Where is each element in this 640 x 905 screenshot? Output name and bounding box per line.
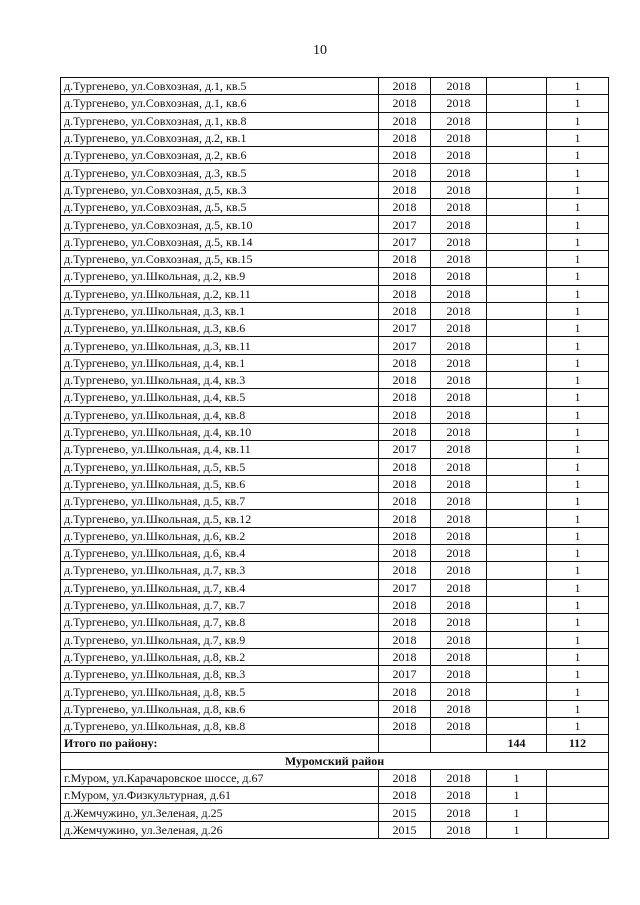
year-cell: 2018 bbox=[379, 562, 431, 579]
total-empty-cell bbox=[431, 735, 487, 752]
year-cell: 2018 bbox=[379, 631, 431, 648]
count-cell bbox=[487, 562, 547, 579]
count-cell bbox=[487, 320, 547, 337]
count-cell bbox=[487, 337, 547, 354]
year-cell: 2018 bbox=[379, 458, 431, 475]
count-cell: 1 bbox=[547, 181, 609, 198]
count-cell bbox=[487, 441, 547, 458]
table-summary bbox=[61, 735, 609, 770]
year-cell: 2018 bbox=[431, 717, 487, 734]
year-cell: 2018 bbox=[431, 475, 487, 492]
year-cell: 2018 bbox=[379, 302, 431, 319]
table-row bbox=[61, 302, 609, 319]
count-cell: 1 bbox=[547, 545, 609, 562]
year-cell: 2018 bbox=[431, 631, 487, 648]
address-cell: д.Тургенево, ул.Совхозная, д.5, кв.5 bbox=[61, 199, 379, 216]
address-cell: д.Жемчужино, ул.Зеленая, д.26 bbox=[61, 821, 379, 838]
year-cell: 2018 bbox=[431, 596, 487, 613]
address-cell: д.Тургенево, ул.Совхозная, д.3, кв.5 bbox=[61, 164, 379, 181]
year-cell: 2018 bbox=[379, 545, 431, 562]
year-cell: 2018 bbox=[379, 164, 431, 181]
count-cell: 1 bbox=[547, 596, 609, 613]
count-cell: 1 bbox=[547, 164, 609, 181]
address-cell: д.Тургенево, ул.Школьная, д.8, кв.3 bbox=[61, 666, 379, 683]
year-cell: 2018 bbox=[431, 78, 487, 95]
address-cell: д.Тургенево, ул.Школьная, д.5, кв.5 bbox=[61, 458, 379, 475]
table-row bbox=[61, 372, 609, 389]
address-cell: д.Тургенево, ул.Школьная, д.4, кв.5 bbox=[61, 389, 379, 406]
address-cell: д.Тургенево, ул.Школьная, д.5, кв.12 bbox=[61, 510, 379, 527]
address-cell: д.Тургенево, ул.Школьная, д.5, кв.6 bbox=[61, 475, 379, 492]
count-cell: 1 bbox=[547, 302, 609, 319]
address-cell: д.Тургенево, ул.Школьная, д.4, кв.3 bbox=[61, 372, 379, 389]
year-cell: 2018 bbox=[379, 112, 431, 129]
table-row bbox=[61, 527, 609, 544]
table-row bbox=[61, 320, 609, 337]
count-cell bbox=[487, 164, 547, 181]
count-cell bbox=[487, 700, 547, 717]
table-row bbox=[61, 579, 609, 596]
count-cell bbox=[487, 648, 547, 665]
count-cell: 1 bbox=[547, 129, 609, 146]
count-cell bbox=[487, 372, 547, 389]
year-cell: 2018 bbox=[431, 614, 487, 631]
count-cell: 1 bbox=[547, 527, 609, 544]
count-cell bbox=[487, 545, 547, 562]
address-cell: д.Тургенево, ул.Школьная, д.5, кв.7 bbox=[61, 493, 379, 510]
year-cell: 2018 bbox=[431, 95, 487, 112]
count-cell bbox=[487, 683, 547, 700]
count-cell: 1 bbox=[547, 423, 609, 440]
count-cell bbox=[487, 596, 547, 613]
address-cell: д.Тургенево, ул.Совхозная, д.2, кв.6 bbox=[61, 147, 379, 164]
count-cell: 1 bbox=[547, 320, 609, 337]
address-cell: д.Тургенево, ул.Совхозная, д.5, кв.14 bbox=[61, 233, 379, 250]
year-cell: 2017 bbox=[379, 233, 431, 250]
year-cell: 2018 bbox=[379, 268, 431, 285]
count-cell bbox=[487, 614, 547, 631]
year-cell: 2017 bbox=[379, 441, 431, 458]
table-row bbox=[61, 233, 609, 250]
count-cell: 1 bbox=[487, 804, 547, 821]
year-cell: 2018 bbox=[431, 406, 487, 423]
year-cell: 2018 bbox=[431, 579, 487, 596]
count-cell bbox=[487, 423, 547, 440]
count-cell bbox=[487, 631, 547, 648]
count-cell bbox=[487, 285, 547, 302]
table-row bbox=[61, 614, 609, 631]
year-cell: 2015 bbox=[379, 821, 431, 838]
count-cell: 1 bbox=[547, 666, 609, 683]
year-cell: 2018 bbox=[431, 147, 487, 164]
count-cell: 1 bbox=[547, 683, 609, 700]
count-cell: 1 bbox=[547, 337, 609, 354]
count-cell bbox=[487, 510, 547, 527]
address-cell: г.Муром, ул.Карачаровское шоссе, д.67 bbox=[61, 769, 379, 786]
district-total-row bbox=[61, 735, 609, 752]
year-cell: 2018 bbox=[379, 250, 431, 267]
address-cell: д.Тургенево, ул.Школьная, д.7, кв.3 bbox=[61, 562, 379, 579]
table-row bbox=[61, 95, 609, 112]
table-row bbox=[61, 510, 609, 527]
year-cell: 2018 bbox=[431, 423, 487, 440]
address-cell: д.Тургенево, ул.Школьная, д.7, кв.7 bbox=[61, 596, 379, 613]
table-row bbox=[61, 250, 609, 267]
count-cell bbox=[547, 787, 609, 804]
count-cell bbox=[547, 804, 609, 821]
year-cell: 2018 bbox=[379, 147, 431, 164]
count-cell: 1 bbox=[547, 250, 609, 267]
table-row bbox=[61, 164, 609, 181]
count-cell bbox=[487, 147, 547, 164]
year-cell: 2017 bbox=[379, 337, 431, 354]
address-cell: д.Тургенево, ул.Школьная, д.4, кв.11 bbox=[61, 441, 379, 458]
count-cell bbox=[487, 216, 547, 233]
year-cell: 2018 bbox=[431, 648, 487, 665]
count-cell bbox=[487, 458, 547, 475]
year-cell: 2018 bbox=[379, 769, 431, 786]
address-cell: д.Тургенево, ул.Школьная, д.8, кв.2 bbox=[61, 648, 379, 665]
year-cell: 2018 bbox=[431, 821, 487, 838]
address-cell: д.Тургенево, ул.Школьная, д.8, кв.6 bbox=[61, 700, 379, 717]
year-cell: 2018 bbox=[431, 527, 487, 544]
table-row bbox=[61, 666, 609, 683]
address-cell: д.Тургенево, ул.Совхозная, д.1, кв.5 bbox=[61, 78, 379, 95]
address-cell: д.Тургенево, ул.Школьная, д.4, кв.1 bbox=[61, 354, 379, 371]
count-cell: 1 bbox=[547, 389, 609, 406]
year-cell: 2018 bbox=[431, 233, 487, 250]
year-cell: 2018 bbox=[431, 700, 487, 717]
year-cell: 2018 bbox=[431, 441, 487, 458]
year-cell: 2018 bbox=[431, 389, 487, 406]
table-row bbox=[61, 441, 609, 458]
year-cell: 2018 bbox=[431, 372, 487, 389]
year-cell: 2018 bbox=[431, 216, 487, 233]
year-cell: 2018 bbox=[379, 717, 431, 734]
district-header-row bbox=[61, 752, 609, 769]
year-cell: 2018 bbox=[431, 164, 487, 181]
year-cell: 2017 bbox=[379, 579, 431, 596]
count-cell bbox=[487, 354, 547, 371]
year-cell: 2018 bbox=[379, 423, 431, 440]
count-cell bbox=[487, 233, 547, 250]
count-cell: 1 bbox=[547, 475, 609, 492]
table-row bbox=[61, 423, 609, 440]
count-cell: 1 bbox=[547, 648, 609, 665]
year-cell: 2018 bbox=[379, 527, 431, 544]
table-row bbox=[61, 545, 609, 562]
year-cell: 2018 bbox=[379, 389, 431, 406]
table-row bbox=[61, 717, 609, 734]
year-cell: 2018 bbox=[379, 700, 431, 717]
table-row bbox=[61, 78, 609, 95]
table-row bbox=[61, 337, 609, 354]
address-cell: д.Тургенево, ул.Совхозная, д.5, кв.3 bbox=[61, 181, 379, 198]
count-cell bbox=[487, 666, 547, 683]
address-cell: д.Тургенево, ул.Школьная, д.6, кв.4 bbox=[61, 545, 379, 562]
district-title: Муромский район bbox=[61, 752, 609, 769]
table-row bbox=[61, 562, 609, 579]
count-cell: 1 bbox=[547, 406, 609, 423]
address-cell: д.Тургенево, ул.Школьная, д.3, кв.11 bbox=[61, 337, 379, 354]
year-cell: 2018 bbox=[431, 337, 487, 354]
count-cell: 1 bbox=[547, 372, 609, 389]
table-row bbox=[61, 475, 609, 492]
count-cell: 1 bbox=[487, 769, 547, 786]
address-cell: д.Тургенево, ул.Школьная, д.7, кв.4 bbox=[61, 579, 379, 596]
address-cell: д.Тургенево, ул.Школьная, д.4, кв.10 bbox=[61, 423, 379, 440]
count-cell bbox=[487, 268, 547, 285]
table-row bbox=[61, 112, 609, 129]
count-cell: 1 bbox=[547, 562, 609, 579]
year-cell: 2018 bbox=[379, 129, 431, 146]
count-cell bbox=[487, 250, 547, 267]
year-cell: 2018 bbox=[379, 285, 431, 302]
count-cell bbox=[547, 821, 609, 838]
year-cell: 2018 bbox=[431, 112, 487, 129]
count-cell: 1 bbox=[547, 268, 609, 285]
address-cell: д.Тургенево, ул.Школьная, д.6, кв.2 bbox=[61, 527, 379, 544]
year-cell: 2015 bbox=[379, 804, 431, 821]
count-cell: 1 bbox=[547, 614, 609, 631]
year-cell: 2018 bbox=[379, 354, 431, 371]
year-cell: 2018 bbox=[431, 769, 487, 786]
table-row bbox=[61, 389, 609, 406]
total-col3: 144 bbox=[487, 735, 547, 752]
address-cell: д.Тургенево, ул.Школьная, д.7, кв.9 bbox=[61, 631, 379, 648]
year-cell: 2017 bbox=[379, 216, 431, 233]
table-row bbox=[61, 147, 609, 164]
year-cell: 2018 bbox=[431, 250, 487, 267]
count-cell bbox=[487, 78, 547, 95]
address-cell: д.Тургенево, ул.Школьная, д.2, кв.11 bbox=[61, 285, 379, 302]
year-cell: 2018 bbox=[431, 354, 487, 371]
table-row bbox=[61, 199, 609, 216]
table-row bbox=[61, 285, 609, 302]
year-cell: 2018 bbox=[431, 683, 487, 700]
count-cell: 1 bbox=[547, 631, 609, 648]
table-row bbox=[61, 493, 609, 510]
year-cell: 2018 bbox=[431, 320, 487, 337]
table-row bbox=[61, 787, 609, 804]
table-row bbox=[61, 268, 609, 285]
year-cell: 2017 bbox=[379, 666, 431, 683]
count-cell: 1 bbox=[547, 510, 609, 527]
year-cell: 2018 bbox=[431, 666, 487, 683]
count-cell: 1 bbox=[547, 700, 609, 717]
count-cell bbox=[487, 199, 547, 216]
year-cell: 2018 bbox=[379, 683, 431, 700]
table-row bbox=[61, 804, 609, 821]
count-cell: 1 bbox=[547, 579, 609, 596]
address-cell: д.Тургенево, ул.Совхозная, д.2, кв.1 bbox=[61, 129, 379, 146]
table-row bbox=[61, 354, 609, 371]
year-cell: 2018 bbox=[379, 95, 431, 112]
count-cell: 1 bbox=[547, 78, 609, 95]
count-cell bbox=[547, 769, 609, 786]
count-cell: 1 bbox=[547, 717, 609, 734]
year-cell: 2018 bbox=[431, 181, 487, 198]
count-cell bbox=[487, 493, 547, 510]
total-col4: 112 bbox=[547, 735, 609, 752]
address-cell: д.Тургенево, ул.Школьная, д.7, кв.8 bbox=[61, 614, 379, 631]
year-cell: 2018 bbox=[431, 787, 487, 804]
year-cell: 2018 bbox=[379, 406, 431, 423]
table-row bbox=[61, 648, 609, 665]
count-cell: 1 bbox=[547, 147, 609, 164]
table-row bbox=[61, 458, 609, 475]
count-cell bbox=[487, 717, 547, 734]
address-cell: д.Тургенево, ул.Школьная, д.3, кв.1 bbox=[61, 302, 379, 319]
year-cell: 2018 bbox=[431, 199, 487, 216]
table-row bbox=[61, 700, 609, 717]
year-cell: 2018 bbox=[379, 475, 431, 492]
table-row bbox=[61, 821, 609, 838]
count-cell: 1 bbox=[547, 458, 609, 475]
count-cell: 1 bbox=[487, 787, 547, 804]
count-cell: 1 bbox=[547, 233, 609, 250]
table-row bbox=[61, 769, 609, 786]
year-cell: 2018 bbox=[379, 181, 431, 198]
table-row bbox=[61, 129, 609, 146]
year-cell: 2018 bbox=[431, 562, 487, 579]
year-cell: 2018 bbox=[431, 545, 487, 562]
count-cell bbox=[487, 579, 547, 596]
year-cell: 2018 bbox=[379, 493, 431, 510]
year-cell: 2018 bbox=[431, 510, 487, 527]
table-row bbox=[61, 596, 609, 613]
year-cell: 2018 bbox=[379, 648, 431, 665]
count-cell: 1 bbox=[547, 285, 609, 302]
count-cell: 1 bbox=[547, 441, 609, 458]
year-cell: 2018 bbox=[431, 804, 487, 821]
count-cell bbox=[487, 389, 547, 406]
count-cell bbox=[487, 129, 547, 146]
table-body-turgenevo bbox=[61, 78, 609, 735]
address-cell: д.Тургенево, ул.Школьная, д.4, кв.8 bbox=[61, 406, 379, 423]
address-cell: д.Тургенево, ул.Совхозная, д.5, кв.15 bbox=[61, 250, 379, 267]
page-number: 10 bbox=[313, 43, 327, 58]
year-cell: 2018 bbox=[431, 302, 487, 319]
year-cell: 2018 bbox=[379, 78, 431, 95]
table-row bbox=[61, 181, 609, 198]
year-cell: 2018 bbox=[379, 787, 431, 804]
count-cell bbox=[487, 475, 547, 492]
year-cell: 2018 bbox=[379, 199, 431, 216]
address-cell: д.Тургенево, ул.Школьная, д.8, кв.5 bbox=[61, 683, 379, 700]
table-body-murom bbox=[61, 769, 609, 838]
total-label: Итого по району: bbox=[61, 735, 379, 752]
count-cell bbox=[487, 181, 547, 198]
year-cell: 2018 bbox=[379, 596, 431, 613]
count-cell bbox=[487, 302, 547, 319]
address-cell: д.Тургенево, ул.Школьная, д.2, кв.9 bbox=[61, 268, 379, 285]
count-cell: 1 bbox=[487, 821, 547, 838]
count-cell: 1 bbox=[547, 216, 609, 233]
count-cell: 1 bbox=[547, 112, 609, 129]
year-cell: 2018 bbox=[431, 268, 487, 285]
table-row bbox=[61, 216, 609, 233]
count-cell bbox=[487, 95, 547, 112]
count-cell bbox=[487, 527, 547, 544]
address-cell: д.Тургенево, ул.Школьная, д.3, кв.6 bbox=[61, 320, 379, 337]
address-cell: д.Жемчужино, ул.Зеленая, д.25 bbox=[61, 804, 379, 821]
year-cell: 2018 bbox=[379, 614, 431, 631]
table-row bbox=[61, 631, 609, 648]
count-cell bbox=[487, 112, 547, 129]
year-cell: 2018 bbox=[431, 493, 487, 510]
year-cell: 2018 bbox=[431, 129, 487, 146]
address-cell: д.Тургенево, ул.Школьная, д.8, кв.8 bbox=[61, 717, 379, 734]
count-cell: 1 bbox=[547, 354, 609, 371]
total-empty-cell bbox=[379, 735, 431, 752]
count-cell: 1 bbox=[547, 199, 609, 216]
year-cell: 2018 bbox=[431, 458, 487, 475]
year-cell: 2018 bbox=[379, 372, 431, 389]
address-cell: д.Тургенево, ул.Совхозная, д.1, кв.6 bbox=[61, 95, 379, 112]
table-row bbox=[61, 406, 609, 423]
address-cell: д.Тургенево, ул.Совхозная, д.5, кв.10 bbox=[61, 216, 379, 233]
address-cell: г.Муром, ул.Физкультурная, д.61 bbox=[61, 787, 379, 804]
housing-table bbox=[60, 77, 609, 839]
year-cell: 2017 bbox=[379, 320, 431, 337]
count-cell bbox=[487, 406, 547, 423]
count-cell: 1 bbox=[547, 493, 609, 510]
address-cell: д.Тургенево, ул.Совхозная, д.1, кв.8 bbox=[61, 112, 379, 129]
year-cell: 2018 bbox=[379, 510, 431, 527]
table-row bbox=[61, 683, 609, 700]
count-cell: 1 bbox=[547, 95, 609, 112]
year-cell: 2018 bbox=[431, 285, 487, 302]
